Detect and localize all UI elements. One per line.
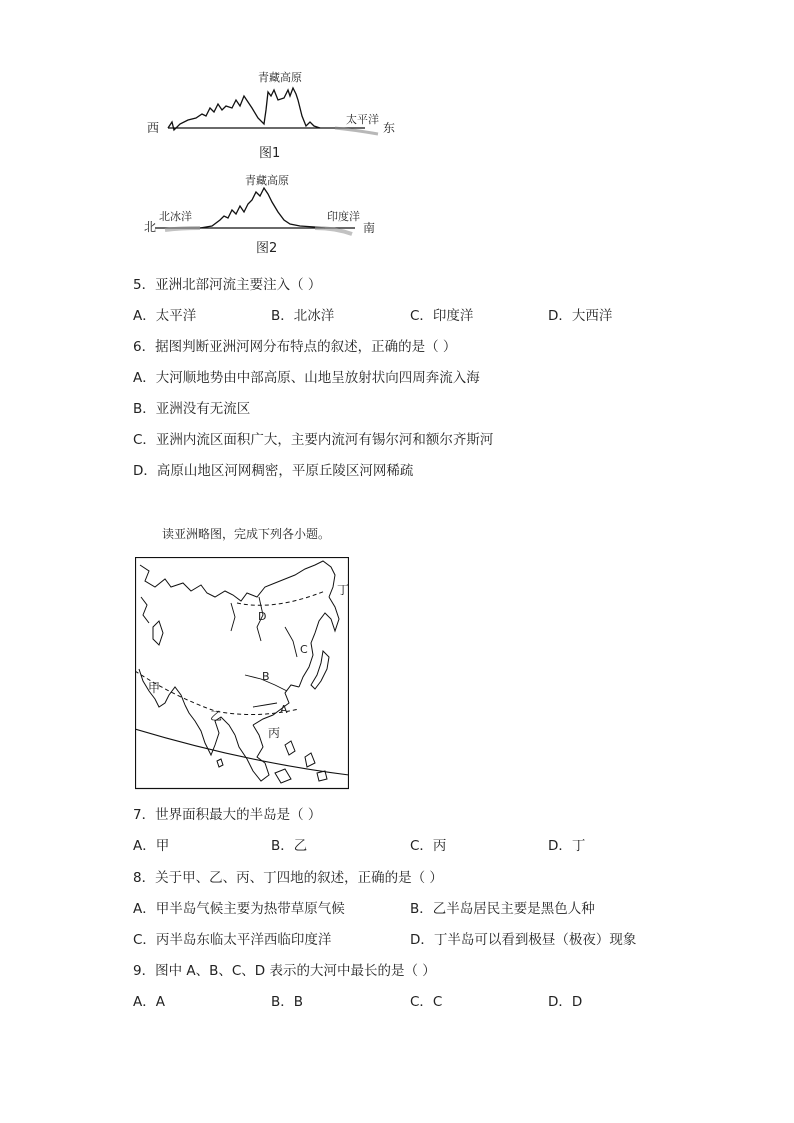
q5-stem: 5．亚洲北部河流主要注入（ ） <box>133 277 322 293</box>
q8-option-b: B．乙半岛居民主要是黑色人种 <box>410 901 595 917</box>
map-label-jia: 甲 <box>148 681 161 695</box>
fig1-pacific-label: 太平洋 <box>346 113 379 126</box>
asia-map-diagram <box>135 557 349 790</box>
map-label-yi: 乙 <box>210 709 223 723</box>
q8-option-a: A．甲半岛气候主要为热带草原气候 <box>133 901 345 917</box>
q8-option-d: D．丁半岛可以看到极昼（极夜）现象 <box>410 932 637 948</box>
q7-option-c: C．丙 <box>410 838 447 854</box>
fig1-caption: 图1 <box>259 146 281 161</box>
q8-stem: 8．关于甲、乙、丙、丁四地的叙述，正确的是（ ） <box>133 870 443 886</box>
q7-option-d: D．丁 <box>548 838 586 854</box>
q6-option-a: A．大河顺地势由中部高原、山地呈放射状向四周奔流入海 <box>133 370 480 386</box>
q7-option-b: B．乙 <box>271 838 308 854</box>
q6-option-b: B．亚洲没有无流区 <box>133 401 251 417</box>
q9-option-c: C．C <box>410 994 443 1010</box>
fig2-indian-label: 印度洋 <box>327 210 360 223</box>
q9-option-a: A．A <box>133 994 165 1010</box>
q7-stem: 7．世界面积最大的半岛是（ ） <box>133 807 322 823</box>
q6-option-c: C．亚洲内流区面积广大，主要内流河有锡尔河和额尔齐斯河 <box>133 432 494 448</box>
q5-option-a: A．太平洋 <box>133 308 197 324</box>
fig2-south-label: 南 <box>363 221 376 235</box>
fig1-west-label: 西 <box>147 121 160 135</box>
q9-stem: 9．图中 A、B、C、D 表示的大河中最长的是（ ） <box>133 963 436 979</box>
map-label-c: C <box>300 643 308 656</box>
q9-option-b: B．B <box>271 994 304 1010</box>
fig2-caption: 图2 <box>256 241 278 256</box>
map-label-d: D <box>258 610 267 623</box>
q5-option-b: B．北冰洋 <box>271 308 335 324</box>
fig1-plateau-label: 青藏高原 <box>258 71 302 84</box>
map-label-b: B <box>262 670 270 683</box>
fig2-arctic-label: 北冰洋 <box>159 210 192 223</box>
map-label-bing: 丙 <box>268 726 281 740</box>
map-label-a: A <box>280 703 288 716</box>
fig2-north-label: 北 <box>144 220 157 234</box>
q6-option-d: D．高原山地区河网稠密，平原丘陵区河网稀疏 <box>133 463 414 479</box>
q5-option-c: C．印度洋 <box>410 308 474 324</box>
q7-option-a: A．甲 <box>133 838 170 854</box>
q6-stem: 6．据图判断亚洲河网分布特点的叙述，正确的是（ ） <box>133 339 457 355</box>
fig2-plateau-label: 青藏高原 <box>245 174 289 187</box>
q5-option-d: D．大西洋 <box>548 308 613 324</box>
fig1-east-label: 东 <box>383 121 396 135</box>
map-label-ding: 丁 <box>337 583 350 597</box>
q9-option-d: D．D <box>548 994 583 1010</box>
map-intro: 读亚洲略图，完成下列各小题。 <box>162 527 331 541</box>
q8-option-c: C．丙半岛东临太平洋西临印度洋 <box>133 932 332 948</box>
